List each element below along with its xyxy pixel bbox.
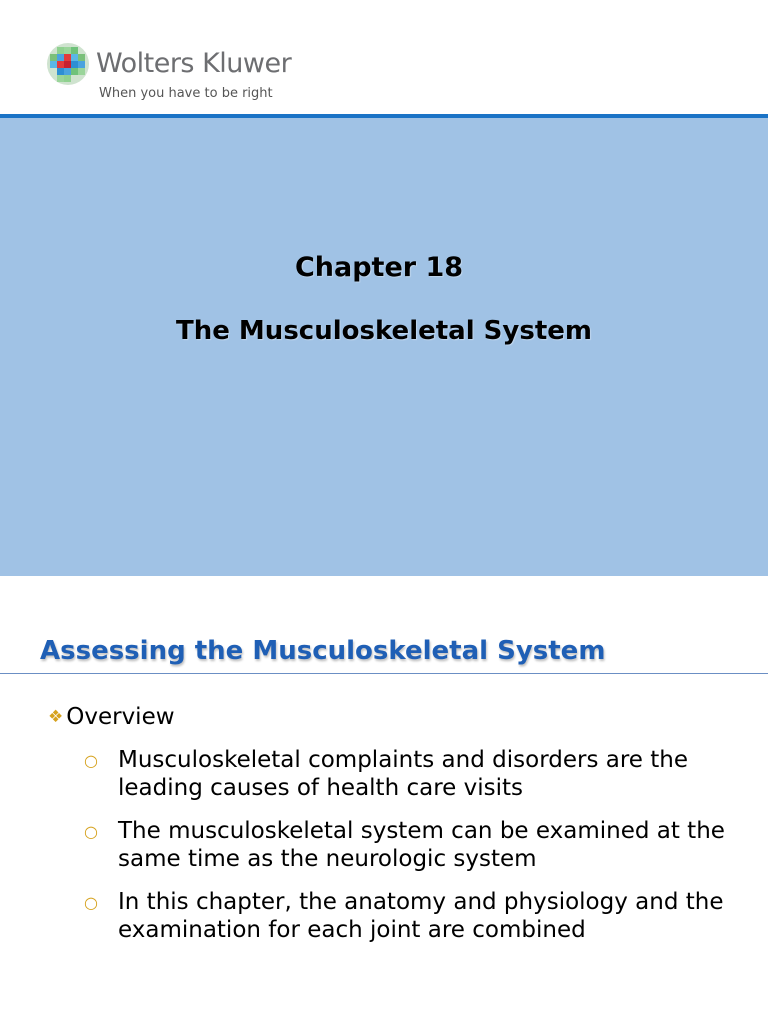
- circle-bullet-icon: ○: [84, 893, 98, 912]
- wolters-kluwer-logo-icon: [46, 42, 90, 86]
- circle-bullet-icon: ○: [84, 751, 98, 770]
- title-panel: [0, 118, 768, 576]
- list-item-text: The musculoskeletal system can be examined at the same time as the neurologic system: [118, 818, 725, 872]
- list-item: [84, 817, 760, 873]
- list-item-text: Musculoskeletal complaints and disorders are the leading causes of health care visits: [118, 747, 688, 801]
- chapter-title: The Musculoskeletal System: [176, 316, 592, 346]
- list-item: [84, 888, 760, 944]
- diamond-bullet-icon: ❖: [48, 707, 64, 727]
- brand-name: Wolters Kluwer: [96, 48, 292, 79]
- content-slide: [0, 576, 768, 1024]
- brand-tagline: When you have to be right: [99, 86, 273, 101]
- chapter-number: Chapter 18: [294, 252, 464, 283]
- heading-divider: [0, 673, 768, 674]
- slide-heading: Assessing the Musculoskeletal System: [40, 636, 606, 666]
- sub-bullet-list: [84, 746, 760, 959]
- list-item: [84, 746, 760, 802]
- main-bullet-label: Overview: [66, 704, 175, 730]
- list-item-text: In this chapter, the anatomy and physiology and the examination for each joint are combined: [118, 889, 724, 943]
- slide-header: [0, 0, 768, 114]
- circle-bullet-icon: ○: [84, 822, 98, 841]
- main-bullet: [48, 704, 175, 730]
